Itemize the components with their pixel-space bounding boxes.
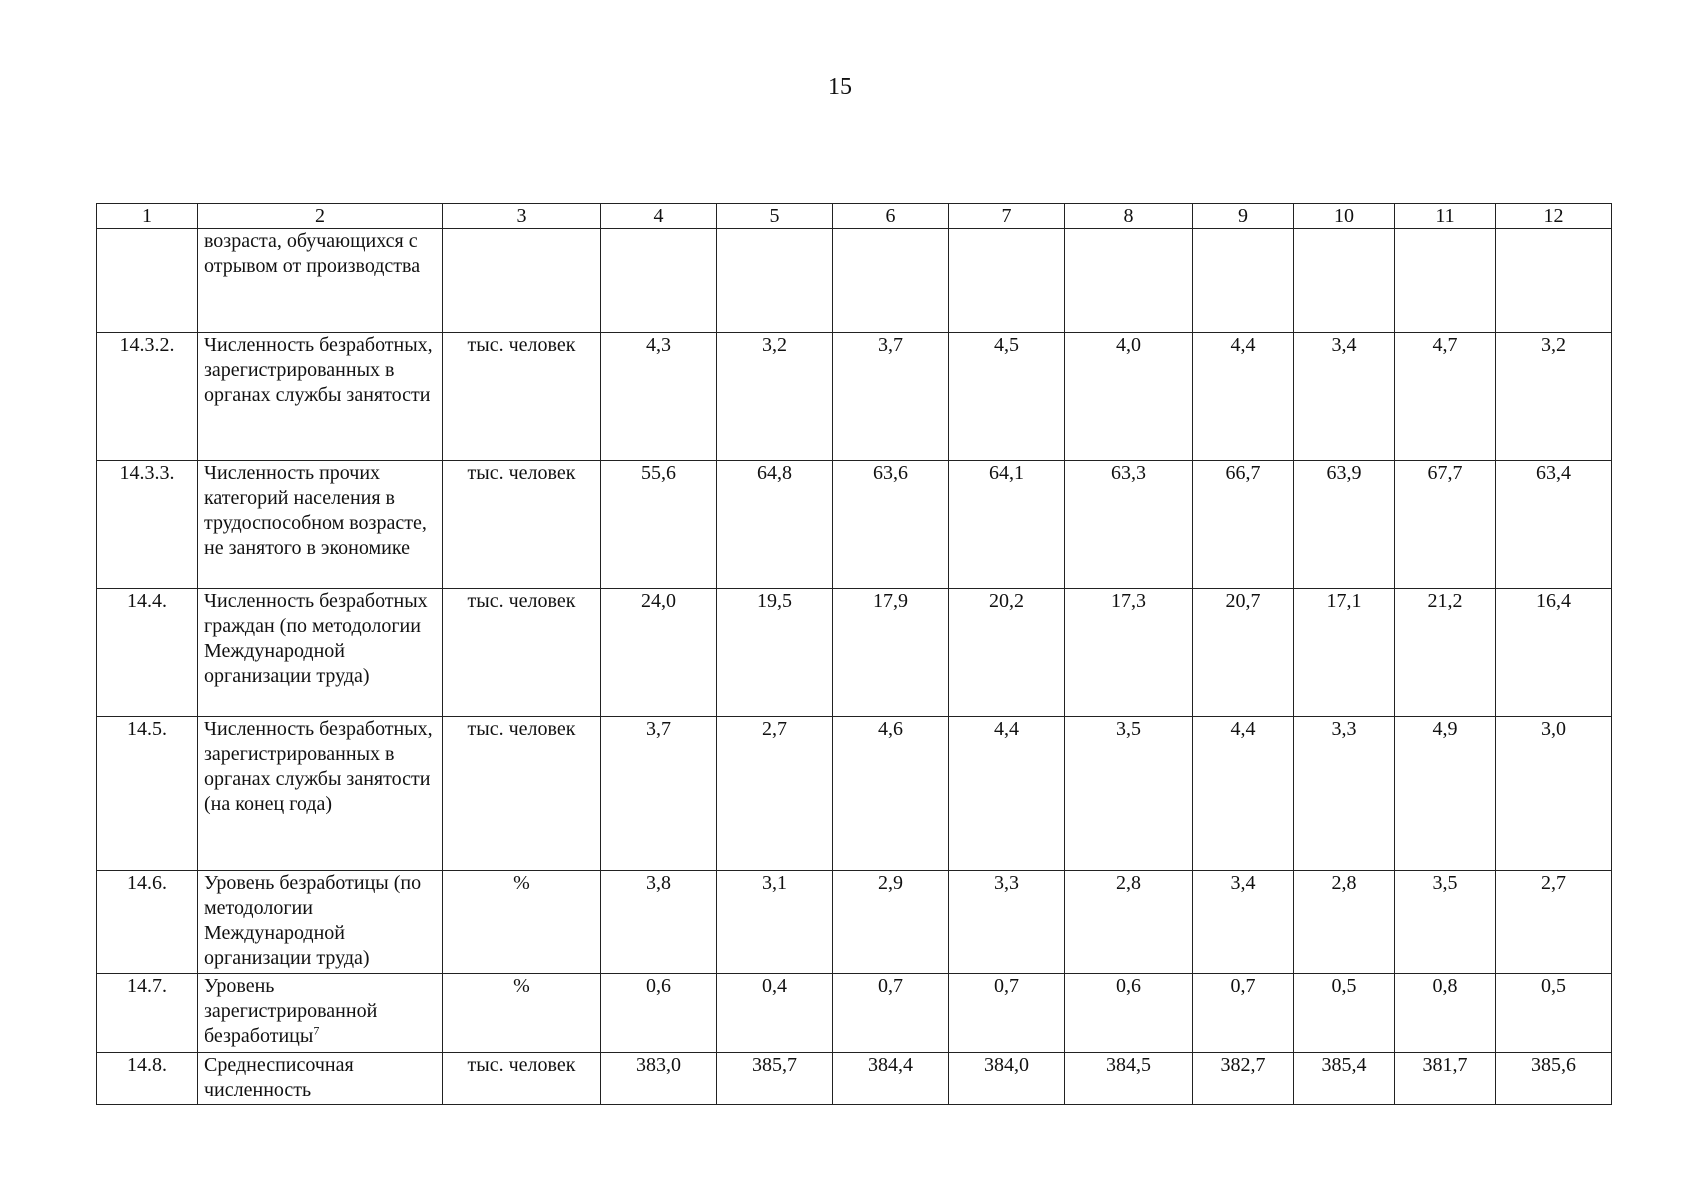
value-cell: 3,3 [949,871,1065,974]
column-header: 9 [1193,204,1294,229]
table-row [97,589,1612,717]
value-cell: 17,3 [1065,589,1193,717]
value-cell: 3,8 [601,871,717,974]
value-cell: 4,7 [1395,333,1496,461]
indicator-name: возраста, обучающихся с отрывом от производства [204,230,421,277]
value-cell: 3,2 [717,333,833,461]
page-number: 15 [828,74,852,100]
column-header: 8 [1065,204,1193,229]
value-cell: 24,0 [601,589,717,717]
column-header: 11 [1395,204,1496,229]
row-number-cell: 14.5. [97,717,198,871]
table-row [97,871,1612,974]
column-header: 7 [949,204,1065,229]
value-cell: 20,2 [949,589,1065,717]
table-row [97,229,1612,333]
column-header: 5 [717,204,833,229]
table-row [97,974,1612,1053]
value-cell [1294,229,1395,333]
value-cell [601,229,717,333]
value-cell: 3,7 [833,333,949,461]
unit-cell: тыс. человек [443,461,601,589]
indicator-name: Уровень безработицы (по методологии Международной организации труда) [204,872,422,969]
unit-cell: тыс. человек [443,1053,601,1105]
value-cell: 17,9 [833,589,949,717]
column-header: 3 [443,204,601,229]
column-header: 1 [97,204,198,229]
value-cell: 64,1 [949,461,1065,589]
value-cell: 385,6 [1496,1053,1612,1105]
value-cell: 3,3 [1294,717,1395,871]
value-cell: 63,3 [1065,461,1193,589]
row-number-cell: 14.3.2. [97,333,198,461]
value-cell: 3,1 [717,871,833,974]
value-cell: 0,5 [1294,974,1395,1053]
table-header-row [97,204,1612,229]
row-number-cell: 14.6. [97,871,198,974]
value-cell: 0,8 [1395,974,1496,1053]
row-number-cell [97,229,198,333]
row-number-cell: 14.8. [97,1053,198,1105]
value-cell [1065,229,1193,333]
indicator-name: Уровень зарегистрированной безработицы [204,975,378,1047]
value-cell: 384,0 [949,1053,1065,1105]
row-number-cell: 14.7. [97,974,198,1053]
indicator-name: Численность безработных граждан (по методологии Международной организации труда) [204,590,428,687]
value-cell: 4,4 [949,717,1065,871]
row-number-cell: 14.4. [97,589,198,717]
column-header: 4 [601,204,717,229]
value-cell: 3,2 [1496,333,1612,461]
indicator-name-cell [198,974,443,1053]
value-cell: 3,7 [601,717,717,871]
value-cell: 66,7 [1193,461,1294,589]
indicator-name-cell [198,229,443,333]
column-header: 10 [1294,204,1395,229]
data-table [96,203,1612,1105]
unit-cell: % [443,871,601,974]
value-cell: 63,9 [1294,461,1395,589]
value-cell: 0,4 [717,974,833,1053]
row-number-cell: 14.3.3. [97,461,198,589]
value-cell: 67,7 [1395,461,1496,589]
indicator-name: Численность прочих категорий населения в трудоспособном возрасте, не занятого в экономике [204,462,427,559]
indicator-name-cell [198,461,443,589]
value-cell [949,229,1065,333]
value-cell: 385,4 [1294,1053,1395,1105]
indicator-name: Численность безработных, зарегистрированных в органах службы занятости (на конец года) [204,718,433,815]
value-cell: 17,1 [1294,589,1395,717]
value-cell: 0,6 [1065,974,1193,1053]
table-row [97,333,1612,461]
value-cell: 0,6 [601,974,717,1053]
value-cell: 385,7 [717,1053,833,1105]
value-cell [1496,229,1612,333]
value-cell: 384,5 [1065,1053,1193,1105]
value-cell: 16,4 [1496,589,1612,717]
indicator-name: Численность безработных, зарегистрированных в органах службы занятости [204,334,433,406]
value-cell [717,229,833,333]
value-cell: 4,3 [601,333,717,461]
value-cell: 3,4 [1193,871,1294,974]
indicator-name-cell [198,589,443,717]
value-cell: 0,7 [1193,974,1294,1053]
indicator-name: Среднесписочная численность [204,1054,354,1101]
value-cell: 21,2 [1395,589,1496,717]
value-cell: 382,7 [1193,1053,1294,1105]
column-header: 2 [198,204,443,229]
unit-cell: тыс. человек [443,717,601,871]
unit-cell: % [443,974,601,1053]
value-cell: 20,7 [1193,589,1294,717]
column-header: 6 [833,204,949,229]
value-cell: 4,5 [949,333,1065,461]
table-row [97,1053,1612,1105]
indicator-name-cell [198,1053,443,1105]
value-cell: 0,7 [833,974,949,1053]
value-cell: 4,4 [1193,717,1294,871]
unit-cell: тыс. человек [443,333,601,461]
value-cell: 2,9 [833,871,949,974]
value-cell: 0,7 [949,974,1065,1053]
table-row [97,717,1612,871]
unit-cell [443,229,601,333]
value-cell [1395,229,1496,333]
indicator-name-cell [198,333,443,461]
footnote-marker: 7 [313,1023,320,1038]
value-cell: 2,8 [1065,871,1193,974]
value-cell: 55,6 [601,461,717,589]
value-cell: 3,0 [1496,717,1612,871]
value-cell: 383,0 [601,1053,717,1105]
value-cell: 19,5 [717,589,833,717]
unit-cell: тыс. человек [443,589,601,717]
table-row [97,461,1612,589]
value-cell: 3,5 [1065,717,1193,871]
indicator-name-cell [198,871,443,974]
value-cell: 384,4 [833,1053,949,1105]
value-cell: 3,4 [1294,333,1395,461]
value-cell: 4,4 [1193,333,1294,461]
value-cell [1193,229,1294,333]
value-cell: 64,8 [717,461,833,589]
value-cell: 63,4 [1496,461,1612,589]
value-cell: 4,0 [1065,333,1193,461]
value-cell: 381,7 [1395,1053,1496,1105]
value-cell: 4,9 [1395,717,1496,871]
value-cell: 0,5 [1496,974,1612,1053]
value-cell: 2,7 [1496,871,1612,974]
value-cell: 2,8 [1294,871,1395,974]
value-cell: 63,6 [833,461,949,589]
column-header: 12 [1496,204,1612,229]
value-cell: 2,7 [717,717,833,871]
value-cell: 4,6 [833,717,949,871]
value-cell: 3,5 [1395,871,1496,974]
indicator-name-cell [198,717,443,871]
value-cell [833,229,949,333]
